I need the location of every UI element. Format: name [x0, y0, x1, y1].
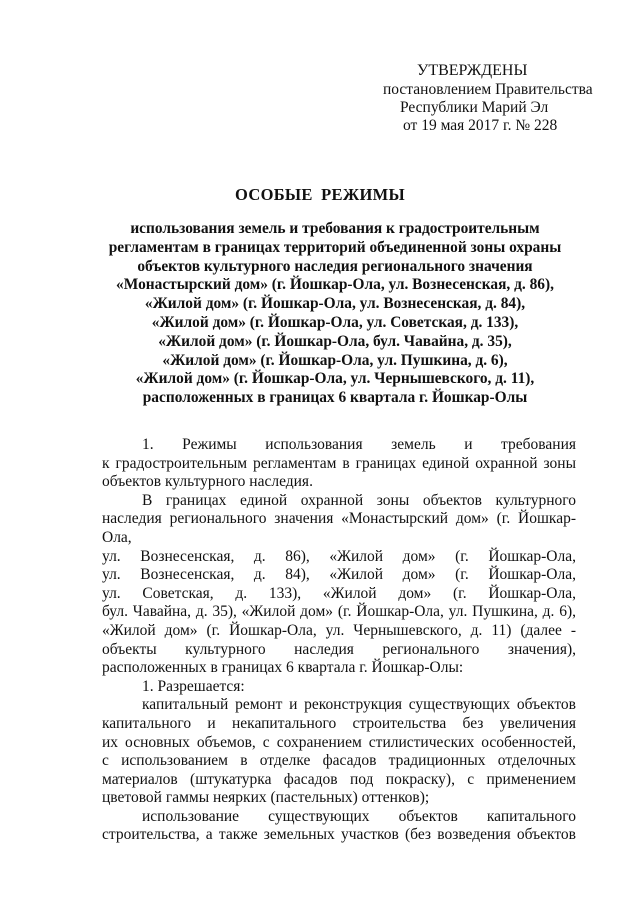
- body-line: ул. Вознесенская, д. 86), «Жилой дом» (г. Йошкар-Ола,: [102, 547, 576, 565]
- body-line: строительства, а также земельных участков (без возведения объектов: [102, 826, 576, 844]
- paragraph-1: [102, 436, 576, 492]
- subtitle-line: расположенных в границах 6 квартала г. Йошкар-Олы: [142, 389, 528, 407]
- body-line: объекты культурного наследия регионального значения),: [102, 640, 576, 658]
- body-line: ул. Советская, д. 133), «Жилой дом» (г. Йошкар-Ола,: [102, 584, 576, 602]
- body-line: В границах единой охранной зоны объектов культурного: [142, 491, 576, 509]
- subtitle-line: «Жилой дом» (г. Йошкар-Ола, ул. Пушкина, д. 6),: [162, 351, 508, 369]
- approval-line-3: от 19 мая 2017 г. № 228: [403, 117, 558, 134]
- approval-line-2: Республики Марий Эл: [400, 99, 549, 116]
- body-line: объектов культурного наследия.: [102, 473, 313, 491]
- subtitle-line: «Жилой дом» (г. Йошкар-Ола, ул. Чернышевского, д. 11),: [135, 370, 535, 388]
- subtitle-line: «Жилой дом» (г. Йошкар-Ола, бул. Чавайна, д. 35),: [158, 332, 512, 350]
- body-line: «Жилой дом» (г. Йошкар-Ола, ул. Чернышевского, д. 11) (далее -: [102, 621, 576, 639]
- subtitle-line: объектов культурного наследия регионального значения: [137, 257, 533, 275]
- paragraph-5: [102, 808, 576, 845]
- body-line: с использованием в отделке фасадов традиционных отделочных: [102, 752, 576, 770]
- document-subtitle: [100, 220, 570, 408]
- body-line: бул. Чавайна, д. 35), «Жилой дом» (г. Йошкар-Ола, ул. Пушкина, д. 6),: [102, 603, 576, 621]
- body-line: капитального и некапитального строительства без увеличения: [102, 714, 576, 732]
- body-line: их основных объемов, с сохранением стилистических особенностей,: [102, 733, 576, 751]
- paragraph-4: [102, 696, 576, 808]
- body-line: расположенных в границах 6 квартала г. Йошкар-Олы:: [102, 659, 464, 677]
- paragraph-2: [102, 492, 576, 678]
- subtitle-line: «Жилой дом» (г. Йошкар-Ола, ул. Советская, д. 133),: [151, 313, 519, 331]
- subtitle-line: использования земель и требования к градостроительным: [130, 220, 540, 237]
- approval-title: УТВЕРЖДЕНЫ: [417, 62, 528, 79]
- body-line: капитальный ремонт и реконструкция существующих объектов: [142, 696, 576, 714]
- body-line: ул. Вознесенская, д. 84), «Жилой дом» (г. Йошкар-Ола,: [102, 566, 576, 584]
- paragraph-3: [102, 678, 576, 697]
- document-title: ОСОБЫЕ РЕЖИМЫ: [235, 185, 405, 204]
- body-line: материалов (штукатурка фасадов под покраску), с применением: [102, 770, 576, 788]
- body-line: 1. Разрешается:: [142, 677, 245, 695]
- approval-block: [383, 62, 603, 135]
- document-body: [102, 436, 576, 845]
- body-line: использование существующих объектов капитального: [142, 807, 576, 825]
- body-line: к градостроительным регламентам в границах единой охранной зоны: [102, 454, 576, 472]
- subtitle-line: «Жилой дом» (г. Йошкар-Ола, ул. Вознесенская, д. 84),: [144, 295, 526, 313]
- body-line: наследия регионального значения «Монастырский дом» (г. Йошкар-Ола,: [102, 510, 576, 546]
- subtitle-line: «Монастырский дом» (г. Йошкар-Ола, ул. Вознесенская, д. 86),: [116, 276, 554, 294]
- approval-line-1: постановлением Правительства: [383, 81, 593, 98]
- subtitle-line: регламентам в границах территорий объединенной зоны охраны: [108, 238, 562, 256]
- body-line: 1. Режимы использования земель и требования: [142, 436, 576, 453]
- body-line: цветовой гаммы неярких (пастельных) оттенков);: [102, 789, 430, 807]
